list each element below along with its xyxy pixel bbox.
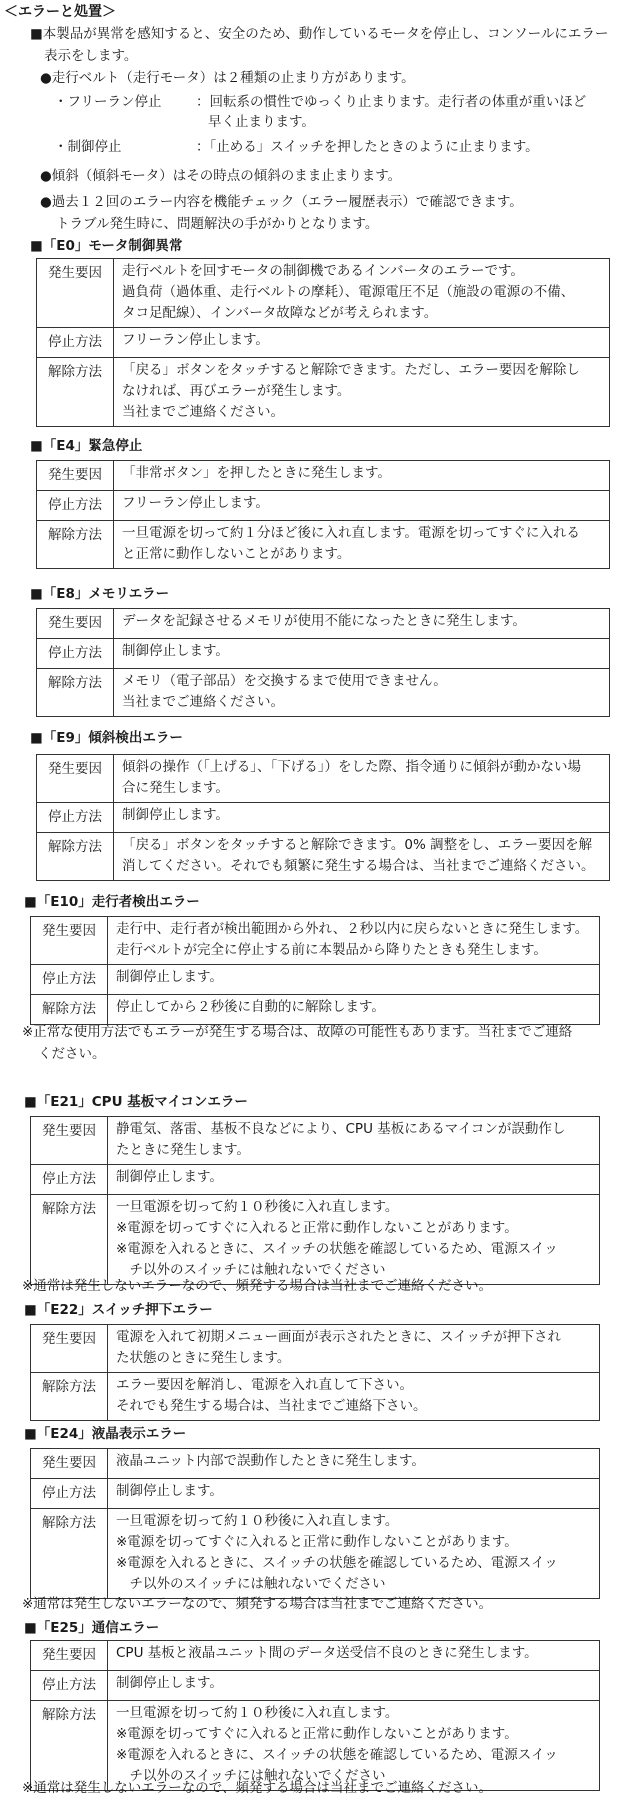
row-value-line: なければ、再びエラーが発生します。 bbox=[122, 383, 351, 399]
row-value-line: 静電気、落雷、基板不良などにより、CPU 基板にあるマイコンが誤動作し bbox=[116, 1121, 566, 1137]
row-value-line: 「非常ボタン」を押したときに発生します。 bbox=[122, 465, 391, 481]
intro-line: ●過去１２回のエラー内容を機能チェック（エラー履歴表示）で確認できます。 bbox=[40, 194, 523, 210]
error-table bbox=[30, 1640, 600, 1791]
row-value-line: 消してください。それでも頻繁に発生する場合は、当社までご連絡ください。 bbox=[122, 858, 595, 874]
row-value bbox=[114, 521, 610, 569]
row-value bbox=[108, 1449, 600, 1479]
note-text: ※通常は発生しないエラーなので、頻発する場合は当社までご連絡ください。 bbox=[22, 1278, 493, 1294]
row-value-line: 制御停止します。 bbox=[116, 1483, 223, 1499]
table-row bbox=[31, 1479, 600, 1509]
row-value bbox=[108, 1325, 600, 1373]
table-row bbox=[37, 639, 610, 669]
row-key: 発生要因 bbox=[31, 1325, 108, 1373]
row-value-line: と正常に動作しないことがあります。 bbox=[122, 546, 351, 562]
row-key: 停止方法 bbox=[31, 965, 108, 995]
row-value bbox=[108, 1479, 600, 1509]
table-row bbox=[31, 1671, 600, 1701]
row-value-line: 停止してから２秒後に自動的に解除します。 bbox=[116, 999, 385, 1015]
row-key: 停止方法 bbox=[37, 491, 114, 521]
table-row bbox=[31, 1373, 600, 1421]
section-heading: ■「E9」傾斜検出エラー bbox=[30, 730, 183, 746]
error-table bbox=[30, 1324, 600, 1421]
table-row bbox=[37, 833, 610, 881]
row-key: 発生要因 bbox=[37, 259, 114, 328]
row-key: 解除方法 bbox=[31, 1701, 108, 1791]
note-text: ※通常は発生しないエラーなので、頻発する場合は当社までご連絡ください。 bbox=[22, 1596, 493, 1612]
row-value-line: フリーラン停止します。 bbox=[122, 495, 269, 511]
intro-line: ●傾斜（傾斜モータ）はその時点の傾斜のまま止まります。 bbox=[40, 168, 402, 184]
note-text: ※正常な使用方法でもエラーが発生する場合は、故障の可能性もあります。当社までご連絡 bbox=[22, 1024, 573, 1040]
row-value bbox=[108, 1671, 600, 1701]
table-row bbox=[37, 461, 610, 491]
row-value-line: 制御停止します。 bbox=[116, 969, 223, 985]
table-row bbox=[31, 1195, 600, 1285]
intro-line: ：回転系の慣性でゆっくり止まります。走行者の体重が重いほど bbox=[196, 94, 587, 110]
row-value bbox=[108, 965, 600, 995]
row-value-line: それでも発生する場合は、当社までご連絡下さい。 bbox=[116, 1398, 427, 1414]
row-key: 発生要因 bbox=[31, 1117, 108, 1165]
intro-line: ：「止める」スイッチを押したときのように止まります。 bbox=[196, 139, 539, 155]
row-value-line: 合に発生します。 bbox=[122, 780, 229, 796]
row-value bbox=[114, 461, 610, 491]
intro-line: トラブル発生時に、問題解決の手がかりとなります。 bbox=[56, 216, 379, 232]
row-value bbox=[108, 917, 600, 965]
row-key: 発生要因 bbox=[31, 1449, 108, 1479]
table-row bbox=[31, 1165, 600, 1195]
intro-line: ・フリーラン停止 bbox=[54, 94, 162, 110]
row-value-line: ※電源を切ってすぐに入れると正常に動作しないことがあります。 bbox=[116, 1220, 518, 1236]
error-table bbox=[36, 608, 610, 717]
table-row bbox=[31, 995, 600, 1025]
page-title: ＜エラーと処置＞ bbox=[4, 4, 116, 20]
error-table bbox=[36, 460, 610, 569]
row-key: 解除方法 bbox=[31, 1509, 108, 1599]
row-key: 停止方法 bbox=[31, 1671, 108, 1701]
row-value-line: た状態のときに発生します。 bbox=[116, 1350, 291, 1366]
row-value-line: CPU 基板と液晶ユニット間のデータ送受信不良のときに発生します。 bbox=[116, 1645, 538, 1661]
row-value-line: 「戻る」ボタンをタッチすると解除できます。0% 調整をし、エラー要因を解 bbox=[122, 837, 593, 853]
table-row bbox=[31, 1701, 600, 1791]
row-value-line: 制御停止します。 bbox=[122, 643, 229, 659]
row-value-line: ※電源を入れるときに、スイッチの状態を確認しているため、電源スイッ bbox=[116, 1747, 558, 1763]
row-value bbox=[108, 1701, 600, 1791]
row-value bbox=[114, 639, 610, 669]
row-key: 解除方法 bbox=[37, 833, 114, 881]
section-heading: ■「E8」メモリエラー bbox=[30, 586, 170, 602]
row-value bbox=[114, 833, 610, 881]
table-row bbox=[37, 755, 610, 803]
row-value-line: データを記録させるメモリが使用不能になったときに発生します。 bbox=[122, 613, 526, 629]
row-value-line: 「戻る」ボタンをタッチすると解除できます。ただし、エラー要因を解除し bbox=[122, 362, 580, 378]
intro-line: ■本製品が異常を感知すると、安全のため、動作しているモータを停止し、コンソールにエラー bbox=[30, 26, 609, 42]
row-key: 解除方法 bbox=[31, 1373, 108, 1421]
row-key: 発生要因 bbox=[37, 755, 114, 803]
row-value-line: 一旦電源を切って約１０秒後に入れ直します。 bbox=[116, 1199, 399, 1215]
table-row bbox=[37, 358, 610, 427]
section-heading: ■「E22」スイッチ押下エラー bbox=[24, 1302, 213, 1318]
row-value bbox=[114, 755, 610, 803]
row-value-line: 制御停止します。 bbox=[116, 1169, 223, 1185]
section-heading: ■「E0」モータ制御異常 bbox=[30, 238, 183, 254]
row-value-line: 制御停止します。 bbox=[116, 1675, 223, 1691]
table-row bbox=[31, 917, 600, 965]
row-value-line: チ以外のスイッチには触れないでください bbox=[116, 1576, 386, 1592]
error-table bbox=[30, 916, 600, 1025]
table-row bbox=[31, 965, 600, 995]
row-value-line: エラー要因を解消し、電源を入れ直して下さい。 bbox=[116, 1377, 413, 1393]
table-row bbox=[31, 1325, 600, 1373]
section-heading: ■「E10」走行者検出エラー bbox=[24, 894, 200, 910]
row-value bbox=[108, 995, 600, 1025]
row-value-line: 走行ベルトが完全に停止する前に本製品から降りたときも発生します。 bbox=[116, 942, 547, 958]
table-row bbox=[31, 1509, 600, 1599]
row-value-line: 一旦電源を切って約１０秒後に入れ直します。 bbox=[116, 1705, 399, 1721]
row-value-line: チ以外のスイッチには触れないでください bbox=[116, 1768, 386, 1784]
table-row bbox=[31, 1117, 600, 1165]
row-key: 解除方法 bbox=[31, 1195, 108, 1285]
row-key: 解除方法 bbox=[37, 358, 114, 427]
row-key: 停止方法 bbox=[37, 803, 114, 833]
row-value bbox=[108, 1195, 600, 1285]
row-value-line: 当社までご連絡ください。 bbox=[122, 404, 284, 420]
error-table bbox=[36, 754, 610, 881]
row-key: 停止方法 bbox=[31, 1479, 108, 1509]
row-value bbox=[114, 328, 610, 358]
row-key: 発生要因 bbox=[37, 609, 114, 639]
row-key: 解除方法 bbox=[37, 669, 114, 717]
row-key: 解除方法 bbox=[37, 521, 114, 569]
row-value bbox=[114, 259, 610, 328]
error-table bbox=[30, 1116, 600, 1285]
row-value-line: 一旦電源を切って約１分ほど後に入れ直します。電源を切ってすぐに入れる bbox=[122, 525, 580, 541]
row-value bbox=[108, 1165, 600, 1195]
row-value-line: ※電源を切ってすぐに入れると正常に動作しないことがあります。 bbox=[116, 1534, 518, 1550]
row-key: 停止方法 bbox=[37, 639, 114, 669]
row-value-line: たときに発生します。 bbox=[116, 1142, 250, 1158]
row-value-line: 制御停止します。 bbox=[122, 807, 229, 823]
section-heading: ■「E24」液晶表示エラー bbox=[24, 1426, 187, 1442]
row-value bbox=[114, 609, 610, 639]
section-heading: ■「E25」通信エラー bbox=[24, 1620, 160, 1636]
row-key: 発生要因 bbox=[37, 461, 114, 491]
note-text: ※通常は発生しないエラーなので、頻発する場合は当社までご連絡ください。 bbox=[22, 1780, 493, 1796]
row-value bbox=[114, 669, 610, 717]
row-value-line: ※電源を切ってすぐに入れると正常に動作しないことがあります。 bbox=[116, 1726, 518, 1742]
row-value bbox=[108, 1641, 600, 1671]
row-value-line: ※電源を入れるときに、スイッチの状態を確認しているため、電源スイッ bbox=[116, 1241, 558, 1257]
section-heading: ■「E4」緊急停止 bbox=[30, 438, 143, 454]
error-table bbox=[36, 258, 610, 427]
row-value-line: 当社までご連絡ください。 bbox=[122, 694, 284, 710]
table-row bbox=[37, 521, 610, 569]
row-value bbox=[108, 1373, 600, 1421]
section-heading: ■「E21」CPU 基板マイコンエラー bbox=[24, 1094, 248, 1110]
table-row bbox=[37, 609, 610, 639]
row-value-line: 走行中、走行者が検出範囲から外れ、２秒以内に戻らないときに発生します。 bbox=[116, 921, 589, 937]
note-text: ください。 bbox=[38, 1046, 106, 1062]
table-row bbox=[37, 669, 610, 717]
row-value-line: 傾斜の操作（「上げる」、「下げる」）をした際、指令通りに傾斜が動かない場 bbox=[122, 759, 581, 775]
row-value bbox=[114, 803, 610, 833]
table-row bbox=[31, 1641, 600, 1671]
table-row bbox=[37, 491, 610, 521]
row-value-line: 電源を入れて初期メニュー画面が表示されたときに、スイッチが押下され bbox=[116, 1329, 561, 1345]
row-key: 解除方法 bbox=[31, 995, 108, 1025]
table-row bbox=[37, 259, 610, 328]
error-table bbox=[30, 1448, 600, 1599]
row-value-line: 液晶ユニット内部で誤動作したときに発生します。 bbox=[116, 1453, 425, 1469]
row-key: 停止方法 bbox=[31, 1165, 108, 1195]
row-key: 発生要因 bbox=[31, 917, 108, 965]
row-key: 発生要因 bbox=[31, 1641, 108, 1671]
row-value bbox=[114, 358, 610, 427]
table-row bbox=[37, 803, 610, 833]
table-row bbox=[31, 1449, 600, 1479]
row-value bbox=[114, 491, 610, 521]
row-value bbox=[108, 1509, 600, 1599]
intro-line: ●走行ベルト（走行モータ）は２種類の止まり方があります。 bbox=[40, 70, 415, 86]
row-value-line: 過負荷（過体重、走行ベルトの摩耗）、電源電圧不足（施設の電源の不備、 bbox=[122, 284, 575, 300]
row-value-line: 走行ベルトを回すモータの制御機であるインバータのエラーです。 bbox=[122, 263, 524, 279]
intro-line: 表示をします。 bbox=[44, 48, 138, 64]
row-value-line: チ以外のスイッチには触れないでください bbox=[116, 1262, 386, 1278]
row-value bbox=[108, 1117, 600, 1165]
row-value-line: 一旦電源を切って約１０秒後に入れ直します。 bbox=[116, 1513, 399, 1529]
row-value-line: タコ足配線）、インバータ故障などが考えられます。 bbox=[122, 305, 438, 321]
intro-line: ・制御停止 bbox=[54, 139, 122, 155]
row-key: 停止方法 bbox=[37, 328, 114, 358]
table-row bbox=[37, 328, 610, 358]
row-value-line: メモリ（電子部品）を交換するまで使用できません。 bbox=[122, 673, 447, 689]
row-value-line: ※電源を入れるときに、スイッチの状態を確認しているため、電源スイッ bbox=[116, 1555, 558, 1571]
row-value-line: フリーラン停止します。 bbox=[122, 332, 269, 348]
intro-line: 早く止まります。 bbox=[208, 114, 315, 130]
